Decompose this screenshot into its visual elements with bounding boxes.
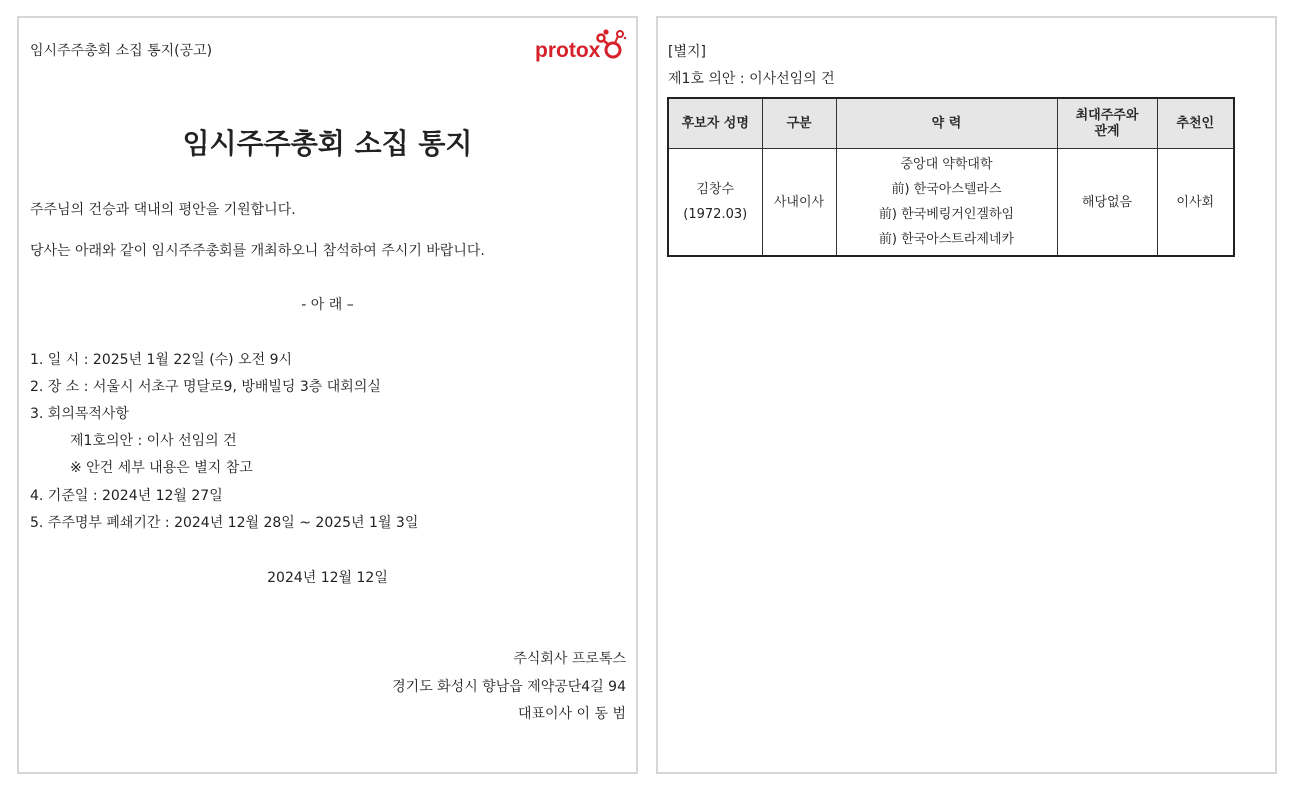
candidate-table bbox=[667, 97, 1235, 257]
candidate-name: 김창수 bbox=[696, 182, 735, 197]
table-header-row bbox=[668, 98, 1234, 149]
item-record-date: 4. 기준일 : 2024년 12월 27일 bbox=[30, 488, 223, 504]
header-relation-line1: 최대주주와 bbox=[1075, 107, 1139, 123]
header-relation-line2: 관계 bbox=[1094, 123, 1120, 139]
header-category: 구분 bbox=[762, 98, 836, 149]
cell-category: 사내이사 bbox=[762, 149, 836, 257]
intro-text: 당사는 아래와 같이 임시주주총회를 개최하오니 참석하여 주시기 바랍니다. bbox=[30, 243, 485, 259]
item-agenda-note: ※ 안건 세부 내용은 별지 참고 bbox=[70, 460, 253, 476]
header-relation bbox=[1057, 98, 1157, 149]
table-row bbox=[668, 149, 1234, 257]
ceo-name: 대표이사 이 동 범 bbox=[517, 706, 626, 722]
company-address: 경기도 화성시 향남읍 제약공단4길 94 bbox=[392, 679, 626, 695]
career-line: 중앙대 약학대학 bbox=[900, 157, 993, 172]
career-line: 前) 한국베링거인겔하임 bbox=[878, 207, 1015, 222]
cell-recommender: 이사회 bbox=[1157, 149, 1234, 257]
appendix-agenda: 제1호 의안 : 이사선임의 건 bbox=[668, 71, 835, 87]
candidate-birth: (1972.03) bbox=[683, 207, 748, 222]
item-place: 2. 장 소 : 서울시 서초구 명달로9, 방배빌딩 3층 대회의실 bbox=[30, 379, 381, 395]
company-name: 주식회사 프로톡스 bbox=[513, 651, 626, 667]
career-line: 前) 한국아스텔라스 bbox=[891, 182, 1002, 197]
item-agenda-heading: 3. 회의목적사항 bbox=[30, 406, 129, 422]
notice-header: 임시주주총회 소집 통지(공고) bbox=[30, 43, 213, 59]
notice-panel bbox=[17, 16, 638, 774]
notice-title: 임시주주총회 소집 통지 bbox=[182, 127, 473, 160]
notice-date: 2024년 12월 12일 bbox=[267, 570, 388, 586]
item-closing-period: 5. 주주명부 폐쇄기간 : 2024년 12월 28일 ~ 2025년 1월 3일 bbox=[30, 515, 419, 531]
item-date-time: 1. 일 시 : 2025년 1월 22일 (수) 오전 9시 bbox=[30, 352, 293, 368]
career-line: 前) 한국아스트라제네카 bbox=[878, 232, 1015, 247]
cell-candidate bbox=[668, 149, 762, 257]
greeting-text: 주주님의 건승과 댁내의 평안을 기원합니다. bbox=[30, 202, 296, 218]
below-marker: - 아 래 – bbox=[301, 297, 354, 313]
item-agenda-1: 제1호의안 : 이사 선임의 건 bbox=[70, 433, 237, 449]
header-candidate-name: 후보자 성명 bbox=[668, 98, 762, 149]
cell-career bbox=[836, 149, 1057, 257]
appendix-label: [별지] bbox=[668, 44, 706, 60]
appendix-panel bbox=[656, 16, 1277, 774]
header-career: 약 력 bbox=[836, 98, 1057, 149]
header-recommender: 추천인 bbox=[1157, 98, 1234, 149]
logo-text: protox bbox=[535, 39, 601, 62]
cell-relation: 해당없음 bbox=[1057, 149, 1157, 257]
protox-logo bbox=[533, 24, 629, 64]
